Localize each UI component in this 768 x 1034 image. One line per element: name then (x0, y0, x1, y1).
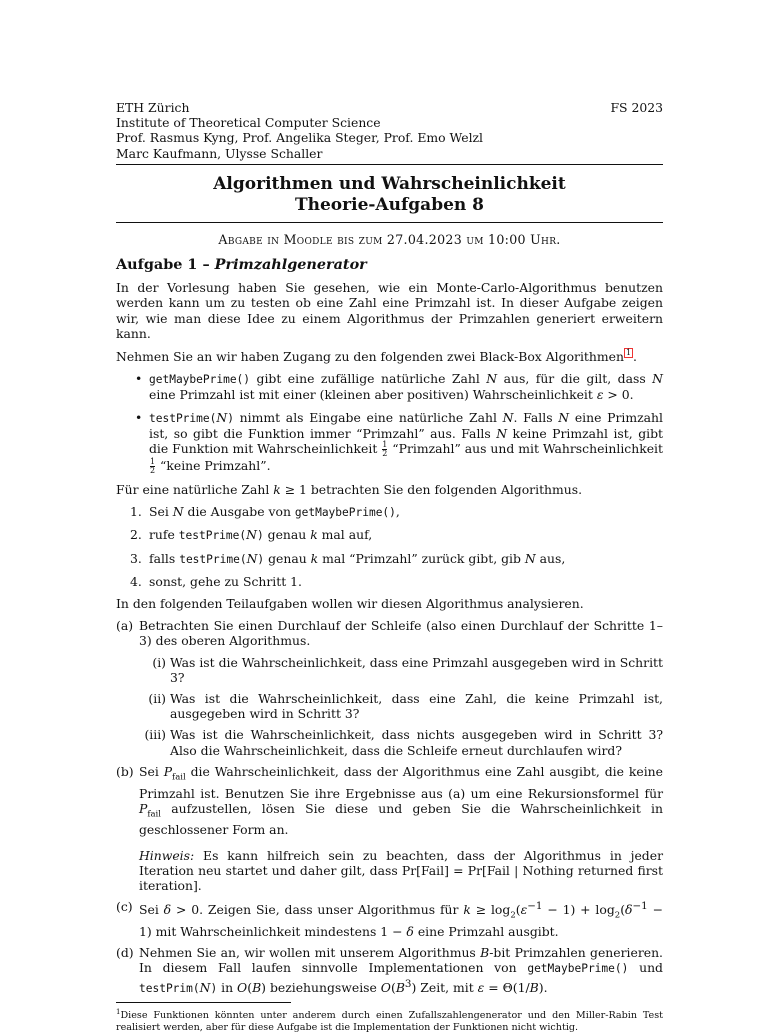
subtask-a: (a) Betrachten Sie einen Durchlauf der Schleife (also einen Durchlauf der Schritte 1–3) des oberen Algorithmus. (116, 618, 663, 649)
sheet-header (116, 100, 663, 161)
analysis-intro: In den folgenden Teilaufgaben wollen wir diesen Algorithmus analysieren. (116, 596, 584, 612)
intro-paragraph: In der Vorlesung haben Sie gesehen, wie ein Monte-Carlo-Algorithmus benutzen werden kann um zu testen ob eine Zahl eine Primzahl ist. In dieser Aufgabe zeigen wir, wie man diese Idee zu einem Algorithmus der Primzahlen generiert erweitern kann. (116, 280, 663, 341)
semester-label: FS 2023 (610, 100, 663, 115)
bullet-icon: • (135, 409, 143, 425)
loop-intro: Für eine natürliche Zahl k ≥ 1 betrachten Sie den folgenden Algorithmus. (116, 482, 583, 498)
subtask-a-iii: (iii) Was ist die Wahrscheinlichkeit, dass nichts ausgegeben wird in Schritt 3? Also die Wahrscheinlichkeit, dass die Schleife erneut durchlaufen wird? (144, 727, 663, 758)
algorithm-step: 1. Sei N die Ausgabe von getMaybePrime(), (130, 504, 400, 520)
header-rule (116, 164, 663, 165)
bullet-item: • testPrime(N) nimmt als Eingabe eine natürliche Zahl N. Falls N eine Primzahl ist, so gibt die Funktion immer “Primzahl” aus. Falls N keine Primzahl ist, gibt die Funktion mit Wahrscheinlichkeit $\frac{1}{2}$ “Primzahl” aus und mit Wahrscheinlichkeit $\frac{1}{2}$ “keine Primzahl”. (135, 409, 663, 476)
hint: Hinweis: Es kann hilfreich sein zu beachten, dass der Algorithmus in jeder Iteration neu startet und daher gilt, dass Pr[Fail] = Pr[Fail | Nothing returned first iteration]. (139, 847, 663, 894)
function-name: getMaybePrime() (149, 373, 251, 387)
submission-note: Abgabe in Moodle bis zum 27.04.2023 um 10:00 Uhr. (218, 231, 561, 247)
sheet-number: Theorie-Aufgaben 8 (294, 194, 485, 215)
sheet-title (116, 174, 663, 216)
title-rule (116, 222, 663, 223)
header-line: Prof. Rasmus Kyng, Prof. Angelika Steger, Prof. Emo Welzl (116, 130, 484, 146)
assumption-paragraph: Nehmen Sie an wir haben Zugang zu den folgenden zwei Black-Box Algorithmen 1 . (116, 348, 637, 365)
exercise-topic: Primzahlgenerator (214, 256, 367, 274)
footnote-number: 1 (116, 1007, 121, 1016)
footnote-link[interactable]: 1 (625, 348, 632, 358)
function-name: testPrime( (149, 411, 217, 425)
header-line: Institute of Theoretical Computer Science (116, 115, 381, 131)
bullet-item: • getMaybePrime() gibt eine zufällige natürliche Zahl N aus, für die gilt, dass N eine Primzahl ist mit einer (kleinen aber positiven) Wahrscheinlichkeit ε > 0. (135, 371, 663, 403)
algorithm-step: 3. falls testPrime(N) genau k mal “Primzahl” zurück gibt, gib N aus, (130, 550, 566, 566)
course-title: Algorithmen und Wahrscheinlichkeit (213, 173, 566, 194)
header-line: ETH Zürich (116, 100, 190, 115)
exercise-sheet (116, 100, 663, 1034)
exercise-heading (116, 257, 663, 272)
bullet-icon: • (135, 371, 143, 387)
footnote-rule (116, 1002, 291, 1003)
subtask-b: (b) Sei $P_{fail}$ die Wahrscheinlichkeit, dass der Algorithmus eine Zahl ausgibt, die keine Primzahl ist. Benutzen Sie ihre Ergebnisse aus (a) um eine Rekursionsformel für $P_{fail}$ aufzustellen, lösen Sie diese und geben Sie die Wahrscheinlichkeit in geschlossener Form an. (116, 763, 663, 838)
hint-label: Hinweis: (139, 847, 195, 863)
header-line: Marc Kaufmann, Ulysse Schaller (116, 145, 323, 161)
subtask-d: (d) Nehmen Sie an, wir wollen mit unserem Algorithmus B-bit Primzahlen generieren. In diesem Fall laufen sinnvolle Implementationen von getMaybePrime() und testPrim(N) in O(B) beziehungsweise $O(B^3)$ Zeit, mit ε = Θ(1/B). (116, 945, 663, 995)
exercise-number: Aufgabe 1 – (116, 256, 210, 274)
assumption-text: Nehmen Sie an wir haben Zugang zu den folgenden zwei Black-Box Algorithmen (116, 349, 624, 365)
footnote: $^1$Diese Funktionen könnten unter anderem durch einen Zufallszahlengenerator und den Miller-Rabin Test realisiert werden, aber für diese Aufgabe ist die Implementation der Funktionen nicht wichtig. (116, 1007, 663, 1034)
subtask-a-i: (i) Was ist die Wahrscheinlichkeit, dass eine Primzahl ausgegeben wird in Schritt 3? (152, 654, 663, 685)
algorithm-step: 4. sonst, gehe zu Schritt 1. (130, 573, 302, 589)
subtask-c: (c) Sei δ > 0. Zeigen Sie, dass unser Algorithmus für $k \ge \log_2(\varepsilon^{-1} - 1) + \log_2(\delta^{-1} - 1)$ mit Wahrscheinlichkeit mindestens 1 − δ eine Primzahl ausgibt. (116, 899, 663, 940)
subtask-a-ii: (ii) Was ist die Wahrscheinlichkeit, dass eine Zahl, die keine Primzahl ist, ausgegeben wird in Schritt 3? (148, 691, 663, 722)
algorithm-step: 2. rufe testPrime(N) genau k mal auf, (130, 527, 373, 543)
